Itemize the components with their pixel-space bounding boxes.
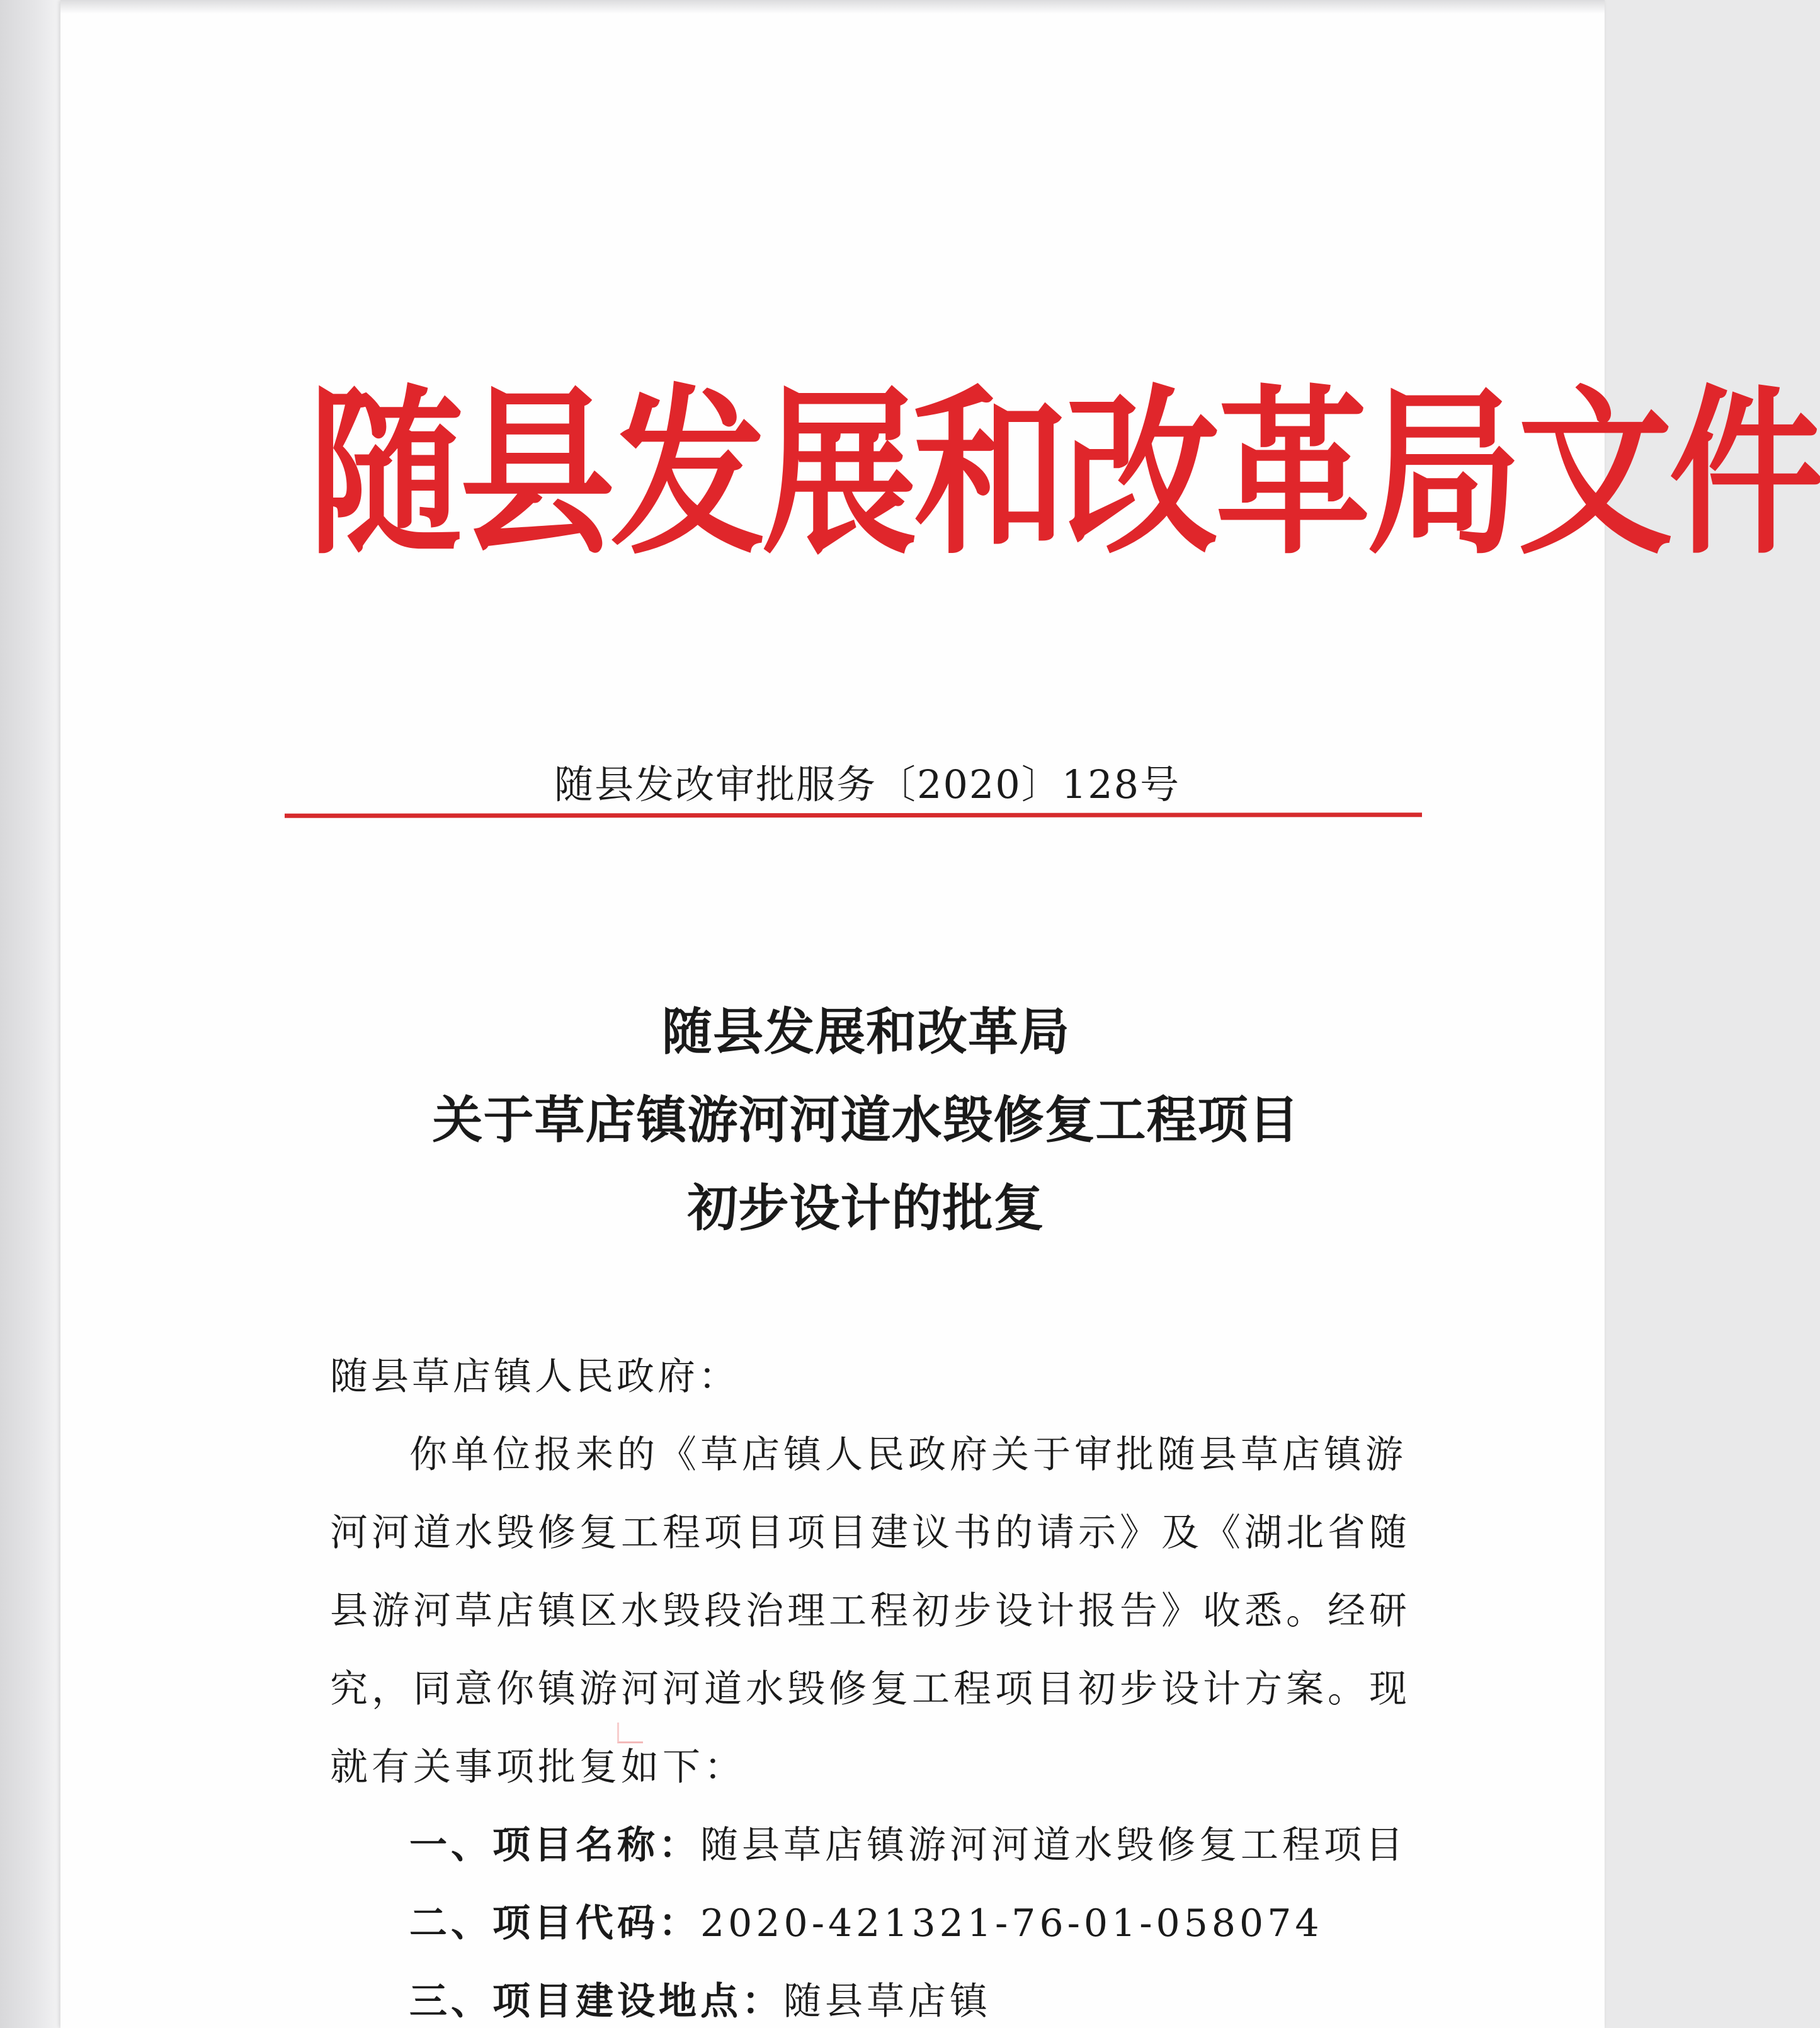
body-line-5: 就有关事项批复如下： — [330, 1745, 746, 1789]
salutation: 随县草店镇人民政府： — [330, 1355, 739, 1399]
document-masthead: 随县发展和改革局文件 — [309, 368, 1820, 579]
item-project-location — [409, 1971, 991, 2025]
item-label: 二、项目代码： — [409, 1901, 700, 1945]
title-line-1: 随县发展和改革局 — [662, 1002, 1070, 1061]
body-line-3: 县游河草店镇区水毁段治理工程初步设计报告》收悉。经研 — [330, 1589, 1411, 1633]
item-project-code — [409, 1893, 1323, 1947]
faint-stamp-trace — [617, 1723, 643, 1743]
body-line-1: 你单位报来的《草店镇人民政府关于审批随县草店镇游 — [409, 1433, 1407, 1477]
title-line-2: 关于草店镇游河河道水毁修复工程项目 — [432, 1090, 1300, 1149]
scan-edge — [0, 0, 60, 2028]
item-project-name — [409, 1815, 1407, 1869]
item-label: 一、项目名称： — [409, 1823, 700, 1867]
item-value: 随县草店镇 — [783, 1980, 991, 2024]
body-line-4: 究，同意你镇游河河道水毁修复工程项目初步设计方案。现 — [330, 1667, 1411, 1711]
document-number: 随县发改审批服务〔2020〕128号 — [554, 761, 1181, 807]
body-line-2: 河河道水毁修复工程项目项目建议书的请示》及《湖北省随 — [330, 1511, 1411, 1555]
item-value: 随县草店镇游河河道水毁修复工程项目 — [700, 1823, 1407, 1867]
item-label: 三、项目建设地点： — [409, 1980, 783, 2024]
title-line-3: 初步设计的批复 — [687, 1178, 1045, 1238]
item-value: 2020-421321-76-01-058074 — [700, 1901, 1323, 1945]
